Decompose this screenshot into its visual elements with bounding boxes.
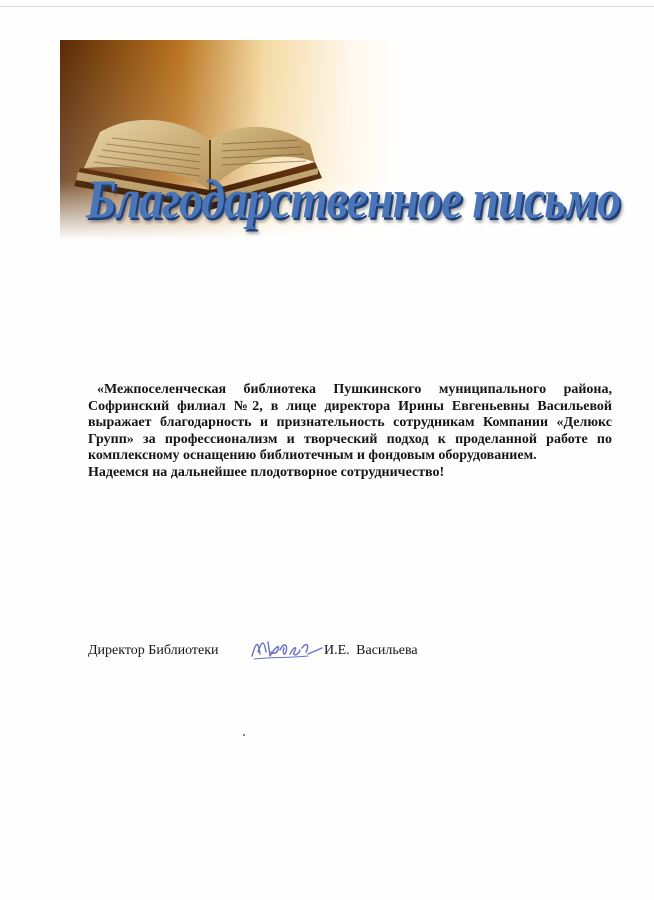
letter-body: [88, 382, 612, 482]
scan-speck: [243, 734, 245, 736]
signature-block: [88, 640, 608, 670]
handwritten-signature: [246, 632, 326, 666]
signer-name: И.Е. Васильева: [324, 643, 418, 658]
letter-title: Благодарственное письмо: [86, 169, 620, 231]
body-paragraph: «Межпоселенческая библиотека Пушкинского муниципального района, Софринский филиал №2, в лице директора Ирины Евгеньевны Васильевой выражает благодарность и признательность сотрудникам Компании «Делюкс Групп» за профессионализм и творческий подход к проделанной работе по комплексному оснащению библиотечным и фондовым оборудованием.: [88, 382, 612, 464]
signer-role: Директор Библиотеки: [88, 643, 219, 658]
closing-line: Надеемся на дальнейшее плодотворное сотрудничество!: [88, 464, 445, 480]
scan-edge-line: [0, 6, 654, 7]
